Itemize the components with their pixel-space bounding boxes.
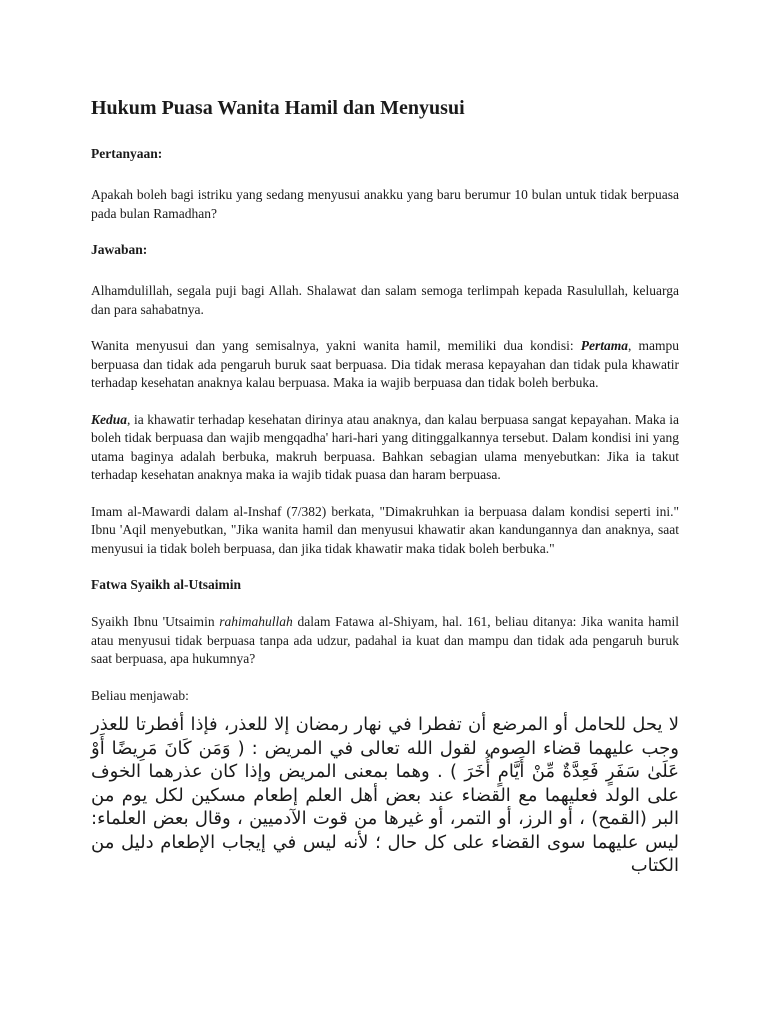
p2-text-before: Wanita menyusui dan yang semisalnya, yakni wanita hamil, memiliki dua kondisi: — [91, 338, 581, 353]
p5-italic-term: rahimahullah — [219, 614, 293, 629]
answer-paragraph-3 — [91, 411, 679, 485]
question-heading: Pertanyaan: — [91, 146, 163, 161]
answer-paragraph-2 — [91, 337, 679, 393]
fatwa-heading: Fatwa Syaikh al-Utsaimin — [91, 577, 242, 592]
p3-lead-word: Kedua — [91, 411, 128, 427]
reply-intro: Beliau menjawab: — [91, 687, 189, 703]
p3-text-after: , ia khawatir terhadap kesehatan dirinya atau anaknya, dan kalau berpuasa sangat kepayahan. Maka ia boleh tidak berpuasa dan wajib mengqadha' hari-hari yang ditinggalkannya tersebut. Dalam kondisi ini yang utama baginya adalah berbuka, makruh berpuasa. Bahkan sebagian ulama menyebutkan: Jika ia takut terhadap kesehatan anaknya maka ia wajib tidak puasa dan haram berpuasa. — [91, 411, 679, 482]
answer-paragraph-1: Alhamdulillah, segala puji bagi Allah. Shalawat dan salam semoga terlimpah kepada Rasulullah, keluarga dan para sahabatnya. — [91, 283, 679, 317]
document-title: Hukum Puasa Wanita Hamil dan Menyusui — [91, 97, 465, 119]
p2-text-after: , mampu berpuasa dan tidak ada pengaruh buruk saat berpuasa. Dia tidak merasa kepayahan dan tidak pula khawatir terhadap kesehatan anaknya kalau berpuasa. Maka ia wajib berpuasa dan tidak boleh berbuka. — [91, 338, 679, 390]
answer-heading: Jawaban: — [91, 242, 148, 257]
fatwa-paragraph — [91, 613, 679, 669]
answer-paragraph-4: Imam al-Mawardi dalam al-Inshaf (7/382) berkata, "Dimakruhkan ia berpuasa dalam kondisi seperti ini." Ibnu 'Aqil menyebutkan, "Jika wanita hamil dan menyusui khawatir akan kandungannya dan anaknya, saat menyusui ia tidak boleh berpuasa, dan jika tidak khawatir maka tidak boleh berbuka." — [91, 503, 679, 556]
p5-text-after: dalam Fatawa al-Shiyam, hal. 161, beliau ditanya: Jika wanita hamil atau menyusui tidak berpuasa tanpa ada udzur, padahal ia kuat dan mampu dan tidak ada pengaruh buruk saat berpuasa, apa hukumnya? — [91, 614, 679, 666]
question-paragraph: Apakah boleh bagi istriku yang sedang menyusui anakku yang baru berumur 10 bulan untuk tidak berpuasa pada bulan Ramadhan? — [91, 187, 679, 221]
p5-text-before: Syaikh Ibnu 'Utsaimin — [91, 614, 220, 629]
arabic-fatwa-text: لا يحل للحامل أو المرضع أن تفطرا في نهار رمضان إلا للعذر، فإذا أفطرتا للعذر وجب عليهما قضاء الصوم، لقول الله تعالى في المريض : ( وَمَن كَانَ مَرِيضًا أَوْ عَلَىٰ سَفَرٍ فَعِدَّةٌ مِّنْ أَيَّامٍ أُخَرَ ) . وهما بمعنى المريض وإذا كان عذرهما الخوف على الولد فعليهما مع القضاء عند بعض أهل العلم إطعام مسكين لكل يوم من البر (القمح) ، أو الرز، أو التمر، أو غيرها من قوت الآدميين ، وقال بعض العلماء: ليس عليهما سوى القضاء على كل حال ؛ لأنه ليس في إيجاب الإطعام دليل من الكتاب — [91, 714, 679, 876]
p2-lead-word: Pertama — [580, 338, 628, 353]
